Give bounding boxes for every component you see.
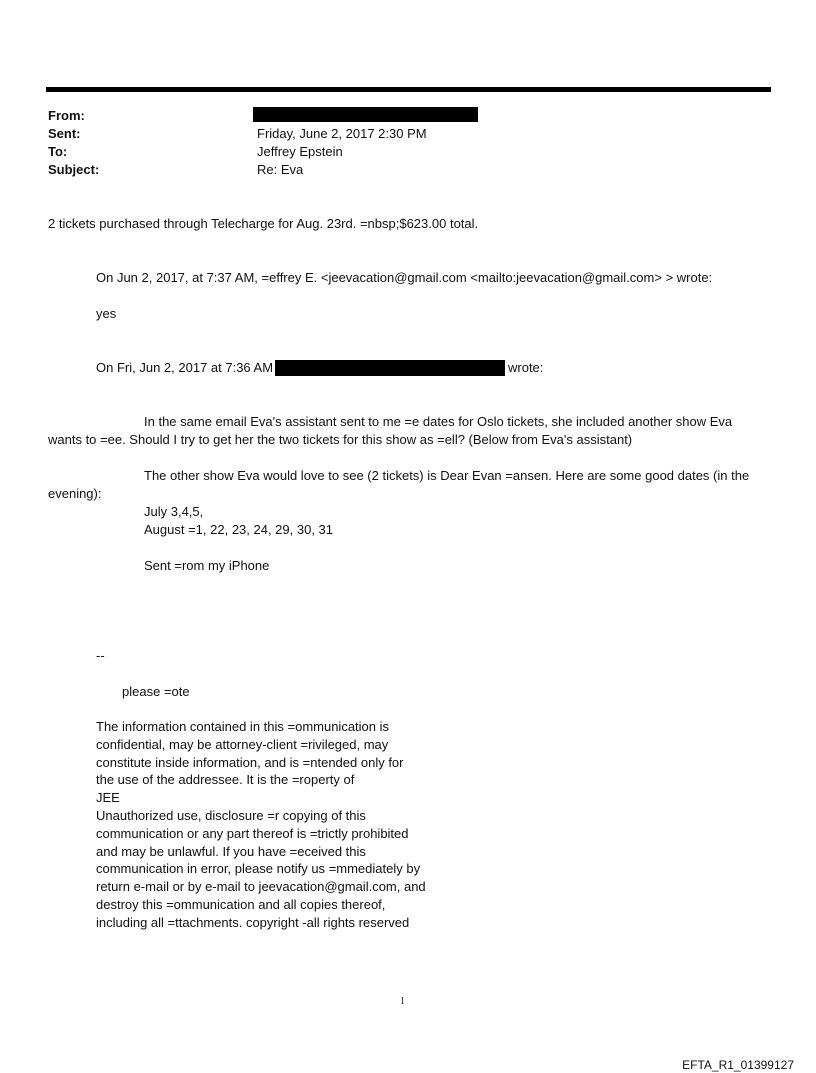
disclaimer-line: The information contained in this =ommunication is	[96, 719, 390, 734]
please-note: please =ote	[122, 684, 190, 699]
disclaimer-line: constitute inside information, and is =ntended only for	[96, 754, 404, 770]
disclaimer-line: and may be unlawful. If you have =eceived this	[96, 843, 366, 859]
sent-value: Friday, June 2, 2017 2:30 PM	[257, 126, 427, 141]
signature-dashes: --	[96, 648, 105, 663]
disclaimer-line: destroy this =ommunication and all copies thereof,	[96, 896, 386, 912]
quote1-header: On Jun 2, 2017, at 7:37 AM, =effrey E. <jeevacation@gmail.com <mailto:jeevacation@gmail.com> > wrote:	[96, 270, 713, 285]
para2-line2: evening):	[48, 486, 102, 501]
dates-august: August =1, 22, 23, 24, 29, 30, 31	[144, 522, 334, 537]
reply-line: 2 tickets purchased through Telecharge for Aug. 23rd. =nbsp;$623.00 total.	[48, 216, 479, 231]
redacted-sender	[253, 107, 478, 122]
disclaimer-line: communication or any part thereof is =trictly prohibited	[96, 825, 409, 841]
disclaimer-line: communication in error, please notify us =mmediately by	[96, 861, 421, 877]
disclaimer-line: JEE	[96, 790, 120, 806]
para1-line2: wants to =ee. Should I try to get her the two tickets for this show as =ell? (Below from Eva's assistant)	[48, 432, 633, 447]
quote2-header-start: On Fri, Jun 2, 2017 at 7:36 AM	[96, 360, 274, 375]
disclaimer-line: confidential, may be attorney-client =rivileged, may	[96, 736, 389, 752]
quote1-text: yes	[96, 306, 117, 321]
para2-line1: The other show Eva would love to see (2 tickets) is Dear Evan =ansen. Here are some good dates (in the	[144, 468, 750, 483]
subject-value: Re: Eva	[257, 162, 304, 177]
from-label: From:	[48, 108, 85, 123]
page-number: 1	[400, 996, 405, 1007]
to-value: Jeffrey Epstein	[257, 144, 343, 159]
disclaimer-line: Unauthorized use, disclosure =r copying of this	[96, 807, 366, 823]
subject-label: Subject:	[48, 162, 100, 177]
header-rule	[46, 87, 771, 92]
quote2-header-end: wrote:	[508, 360, 544, 375]
sent-from-line: Sent =rom my iPhone	[144, 558, 270, 573]
disclaimer-line: including all =ttachments. copyright -all rights reserved	[96, 914, 410, 930]
bates-number: EFTA_R1_01399127	[682, 1058, 794, 1072]
disclaimer-line: the use of the addressee. It is the =roperty of	[96, 772, 355, 788]
to-label: To:	[48, 144, 68, 159]
sent-label: Sent:	[48, 126, 81, 141]
disclaimer-block	[96, 718, 456, 932]
dates-july: July 3,4,5,	[144, 504, 204, 519]
redacted-author	[275, 360, 505, 376]
para1-line1: In the same email Eva's assistant sent to me =e dates for Oslo tickets, she included another show Eva	[144, 414, 733, 429]
disclaimer-line: return e-mail or by e-mail to jeevacation@gmail.com, and	[96, 879, 426, 895]
